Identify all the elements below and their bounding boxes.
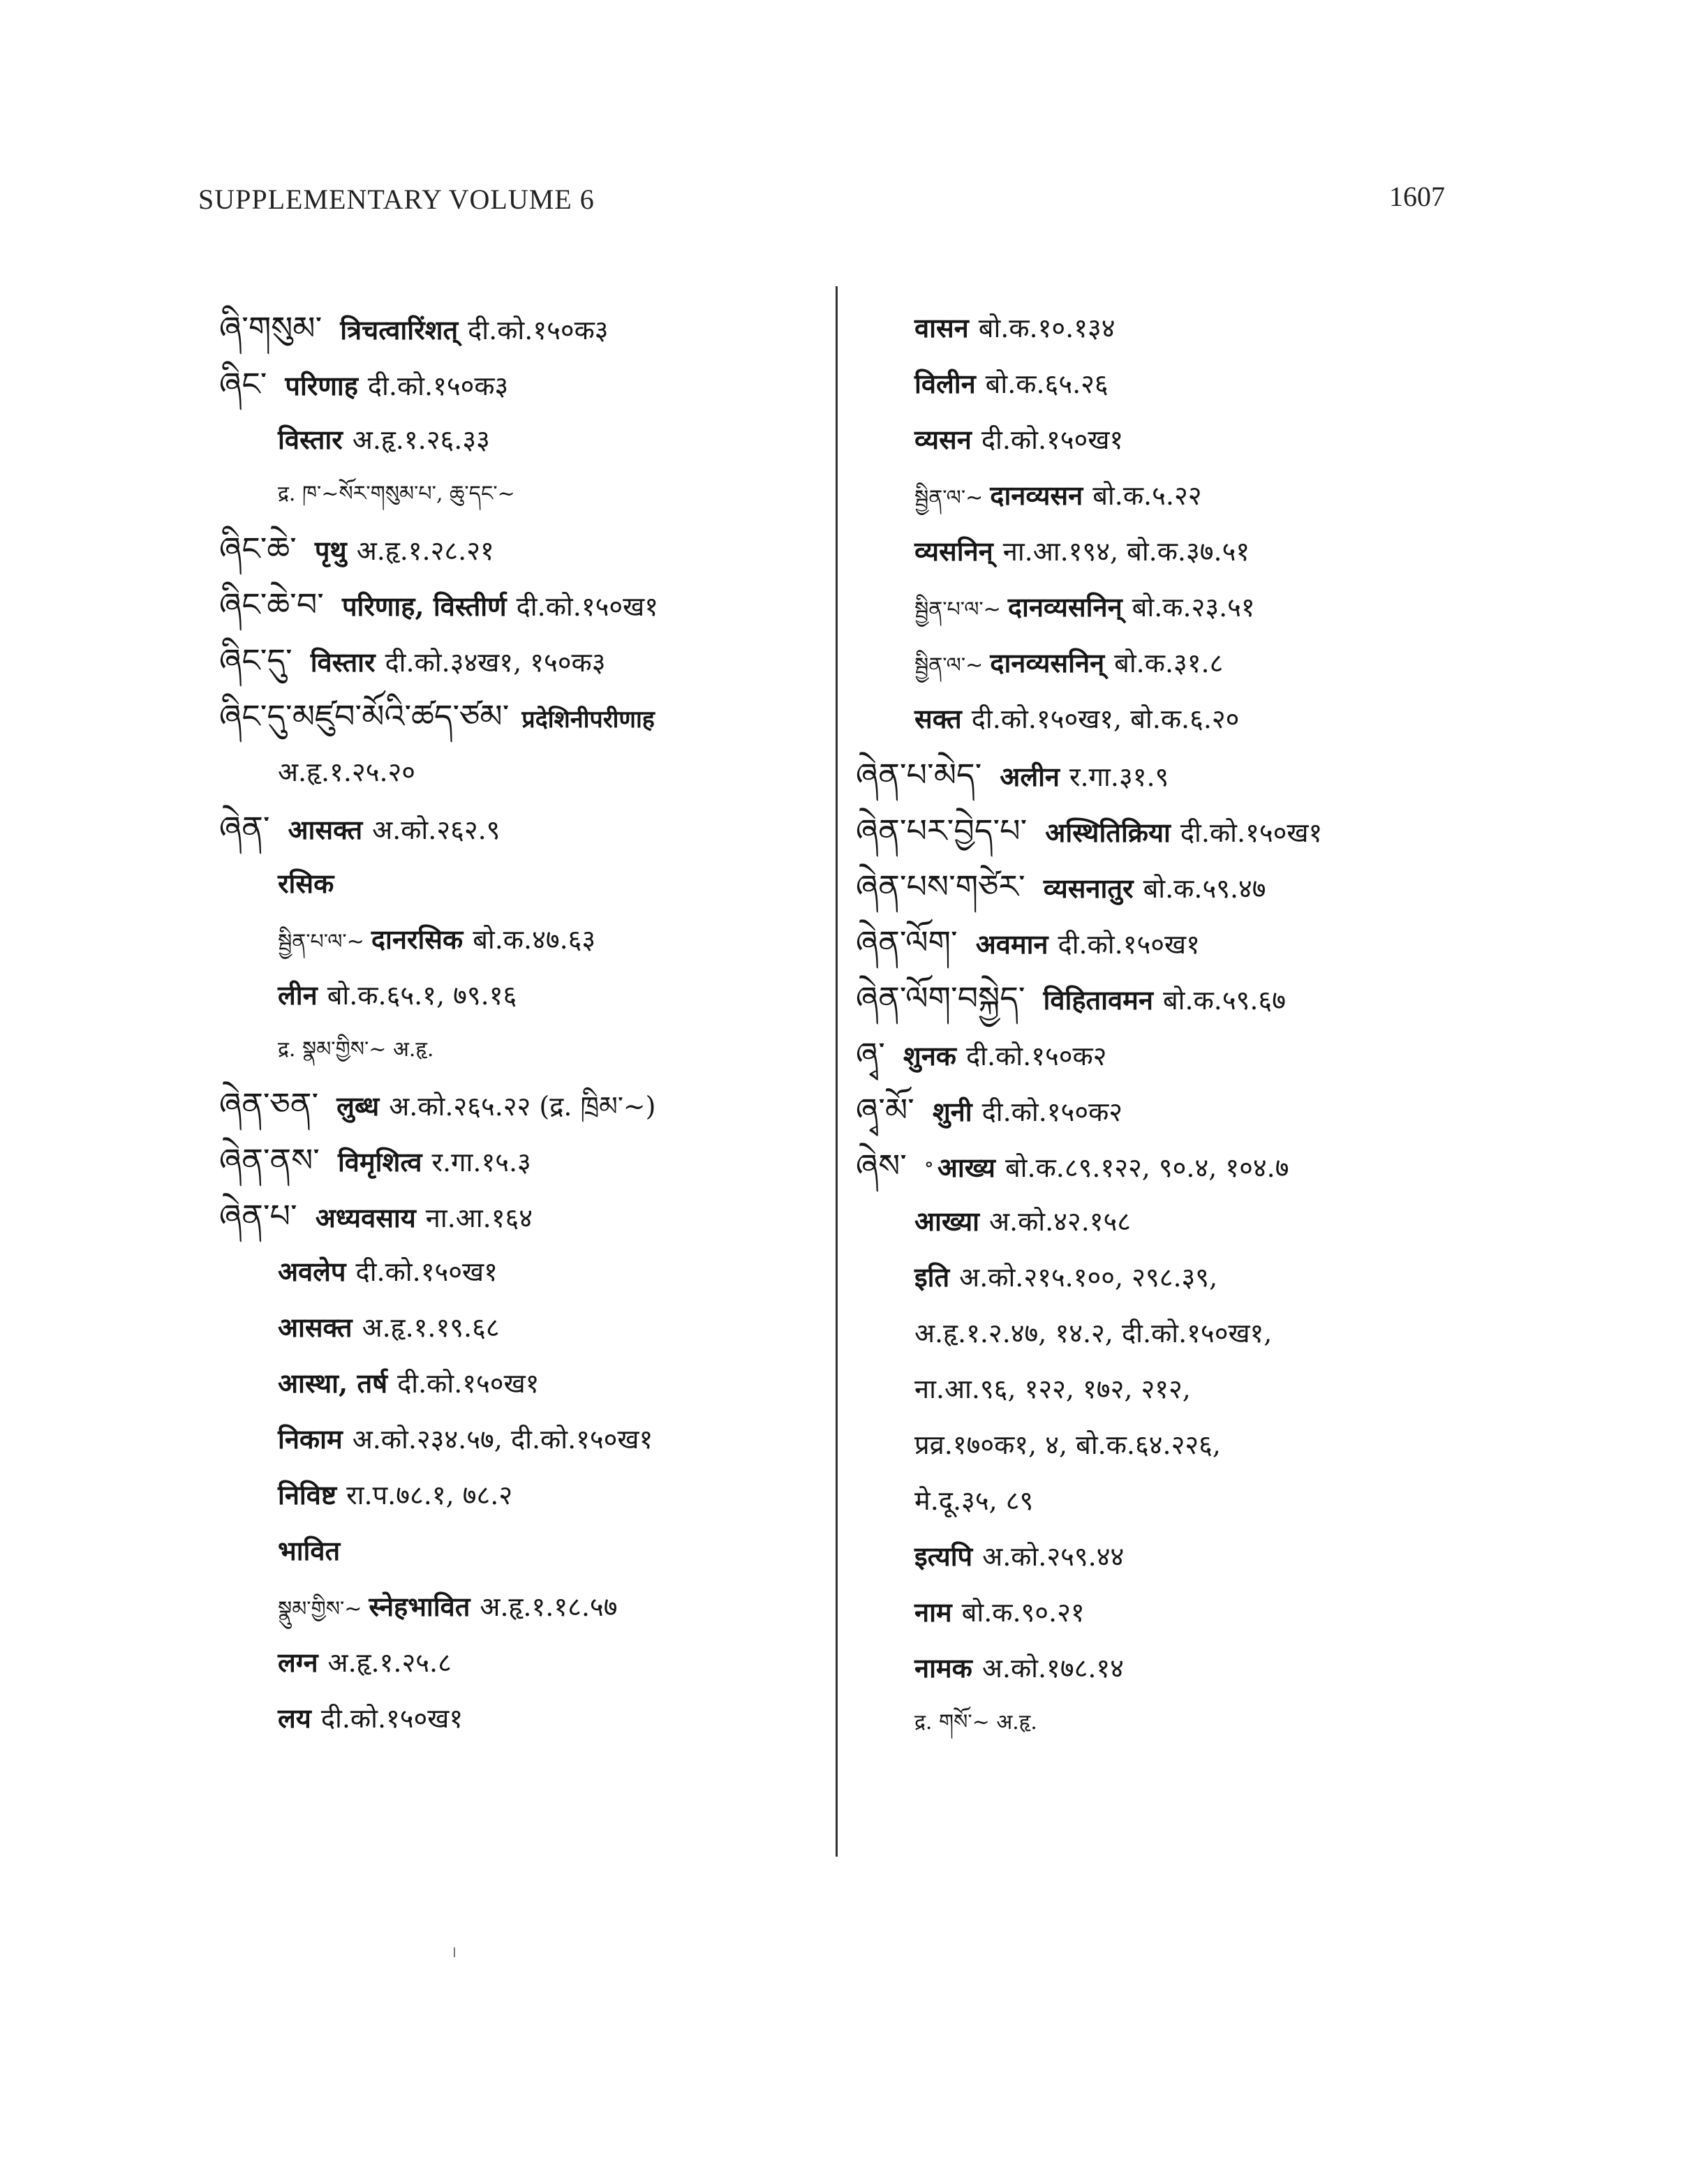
entry-compound: སྦྱིན་པ་ལ་~ दानव्यसनिन् बो.क.२३.५१ <box>914 591 1255 623</box>
entry-headword: ཞྭ་མོ་ शुनी दी.को.१५०क२ <box>856 1091 1123 1129</box>
entry-sub: लीन बो.क.६५.१, ७९.१६ <box>278 979 517 1011</box>
entry-compound: སྦྱིན་པ་ལ་~ दानरसिक बो.क.४७.६३ <box>278 923 596 955</box>
left-column <box>219 300 820 1746</box>
entry-sub: व्यसनिन् ना.आ.१९४, बो.क.३७.५१ <box>914 535 1250 567</box>
entry-headword: ཞེན་ཅན་ लुब्ध अ.को.२६५.२२ (द्र. ཁྲིམ་~) <box>219 1085 656 1123</box>
scan-speck <box>454 1947 455 1957</box>
entry-headword: ཞེན་པས་གཙེར་ व्यसनातुर बो.क.५९.४७ <box>856 868 1266 905</box>
entry-sub: नाम बो.क.९०.२१ <box>914 1596 1085 1628</box>
right-column <box>856 300 1638 1749</box>
entry-cross-reference: द्र. ཁ་~སོར་གསུམ་པ་, ཆུ་དང་~ <box>278 482 515 506</box>
entry-sub: विस्तार अ.हृ.१.२६.३३ <box>278 424 490 455</box>
entry-headword: ཞེན་པ་མེད་ अलीन र.गा.३१.९ <box>856 756 1169 794</box>
entry-sub: लय दी.को.१५०ख१ <box>278 1702 464 1734</box>
entry-compound: སྦྱིན་ལ་~ दानव्यसनिन् बो.क.३१.८ <box>914 647 1224 678</box>
entry-continuation: अ.हृ.१.२.४७, १४.२, दी.को.१५०ख१, <box>914 1318 1273 1349</box>
entry-headword: ཞིང་ परिणाह दी.को.१५०क३ <box>219 365 509 403</box>
entry-headword: ཞེས་ ॰ आख्य बो.क.८९.१२२, ९०.४, १०४.७ <box>856 1147 1289 1184</box>
entry-sub: आख्या अ.को.४२.१५८ <box>914 1205 1132 1237</box>
entry-sub: रसिक <box>278 868 334 899</box>
entry-sub: विलीन बो.क.६५.२६ <box>914 368 1109 399</box>
entry-sub: निविष्ट रा.प.७८.१, ७८.२ <box>278 1479 513 1510</box>
entry-headword: ཞེན་ལོག་ अवमान दी.को.१५०ख१ <box>856 923 1200 961</box>
entry-headword: ཞེན་ आसक्त अ.को.२६२.९ <box>219 809 501 847</box>
entry-continuation: ना.आ.९६, १२२, १७२, २१२, <box>914 1374 1191 1404</box>
column-divider <box>836 286 838 1857</box>
entry-sub: आसक्त अ.हृ.१.१९.६८ <box>278 1312 500 1343</box>
entry-sub: सक्त दी.को.१५०ख१, बो.क.६.२० <box>914 703 1240 734</box>
entry-headword: ཞེན་ནས་ विमृशित्व र.गा.१५.३ <box>219 1141 531 1179</box>
entry-sub: व्यसन दी.को.१५०ख१ <box>914 424 1124 455</box>
entry-continuation: प्रव्र.१७०क१, ४, बो.क.६४.२२६, <box>914 1429 1221 1460</box>
page-number: 1607 <box>1389 181 1445 212</box>
entry-cross-reference: द्र. གསོ་~ अ.हृ. <box>914 1710 1037 1734</box>
entry-headword: ཞེན་ལོག་བསྐྱེད་ विहितावमन बो.क.५९.६७ <box>856 979 1286 1017</box>
entry-sub: वासन बो.क.१०.१३४ <box>914 312 1115 343</box>
entry-compound: སྦྱིན་ལ་~ दानव्यसन बो.क.५.२२ <box>914 480 1202 511</box>
entry-headword: ཞི་གསུམ་ त्रिचत्वारिंशत् दी.को.१५०क३ <box>219 309 609 347</box>
entry-sub: अवलेप दी.को.१५०ख१ <box>278 1256 498 1287</box>
entry-headword: ཞིང་ཆེ་བ་ परिणाह, विस्तीर्ण दी.को.१५०ख१ <box>219 586 658 623</box>
entry-continuation: अ.हृ.१.२५.२० <box>278 757 416 787</box>
entry-headword: ཞེན་པར་བྱེད་པ་ अस्थितिक्रिया दी.को.१५०ख१ <box>856 812 1323 849</box>
entry-sub: निकाम अ.को.२३४.५७, दी.को.१५०ख१ <box>278 1423 653 1455</box>
entry-sub: इति अ.को.२१५.१००, २९८.३९, <box>914 1261 1218 1293</box>
entry-sub: आस्था, तर्ष दी.को.१५०ख१ <box>278 1367 540 1399</box>
entry-headword: ཞེན་པ་ अध्यवसाय ना.आ.१६४ <box>219 1197 533 1235</box>
entry-sub: भावित <box>278 1535 341 1566</box>
running-header: SUPPLEMENTARY VOLUME 6 <box>198 184 595 215</box>
entry-compound: སྣུམ་གྱིས་~ स्नेहभावित अ.हृ.१.१८.५७ <box>278 1591 618 1622</box>
entry-headword: ཞིང་ཆེ་ पृथु अ.हृ.१.२८.२१ <box>219 530 494 567</box>
entry-continuation: मे.दू.३५, ८९ <box>914 1485 1034 1516</box>
entry-headword: ཞིང་དུ་མཛུབ་མོའི་ཚད་ཙམ་ प्रदेशिनीपरीणाह <box>219 697 655 735</box>
entry-cross-reference: द्र. སྣམ་གྱིས་~ अ.हृ. <box>278 1037 434 1062</box>
entry-sub: नामक अ.को.१७८.१४ <box>914 1652 1124 1684</box>
entry-sub: इत्यपि अ.को.२५९.४४ <box>914 1540 1125 1572</box>
entry-sub: लग्न अ.हृ.१.२५.८ <box>278 1647 452 1678</box>
entry-headword: ཞིང་དུ་ विस्तार दी.को.३४ख१, १५०क३ <box>219 641 606 679</box>
entry-headword: ཞྭ་ शुनक दी.को.१५०क२ <box>856 1035 1107 1073</box>
